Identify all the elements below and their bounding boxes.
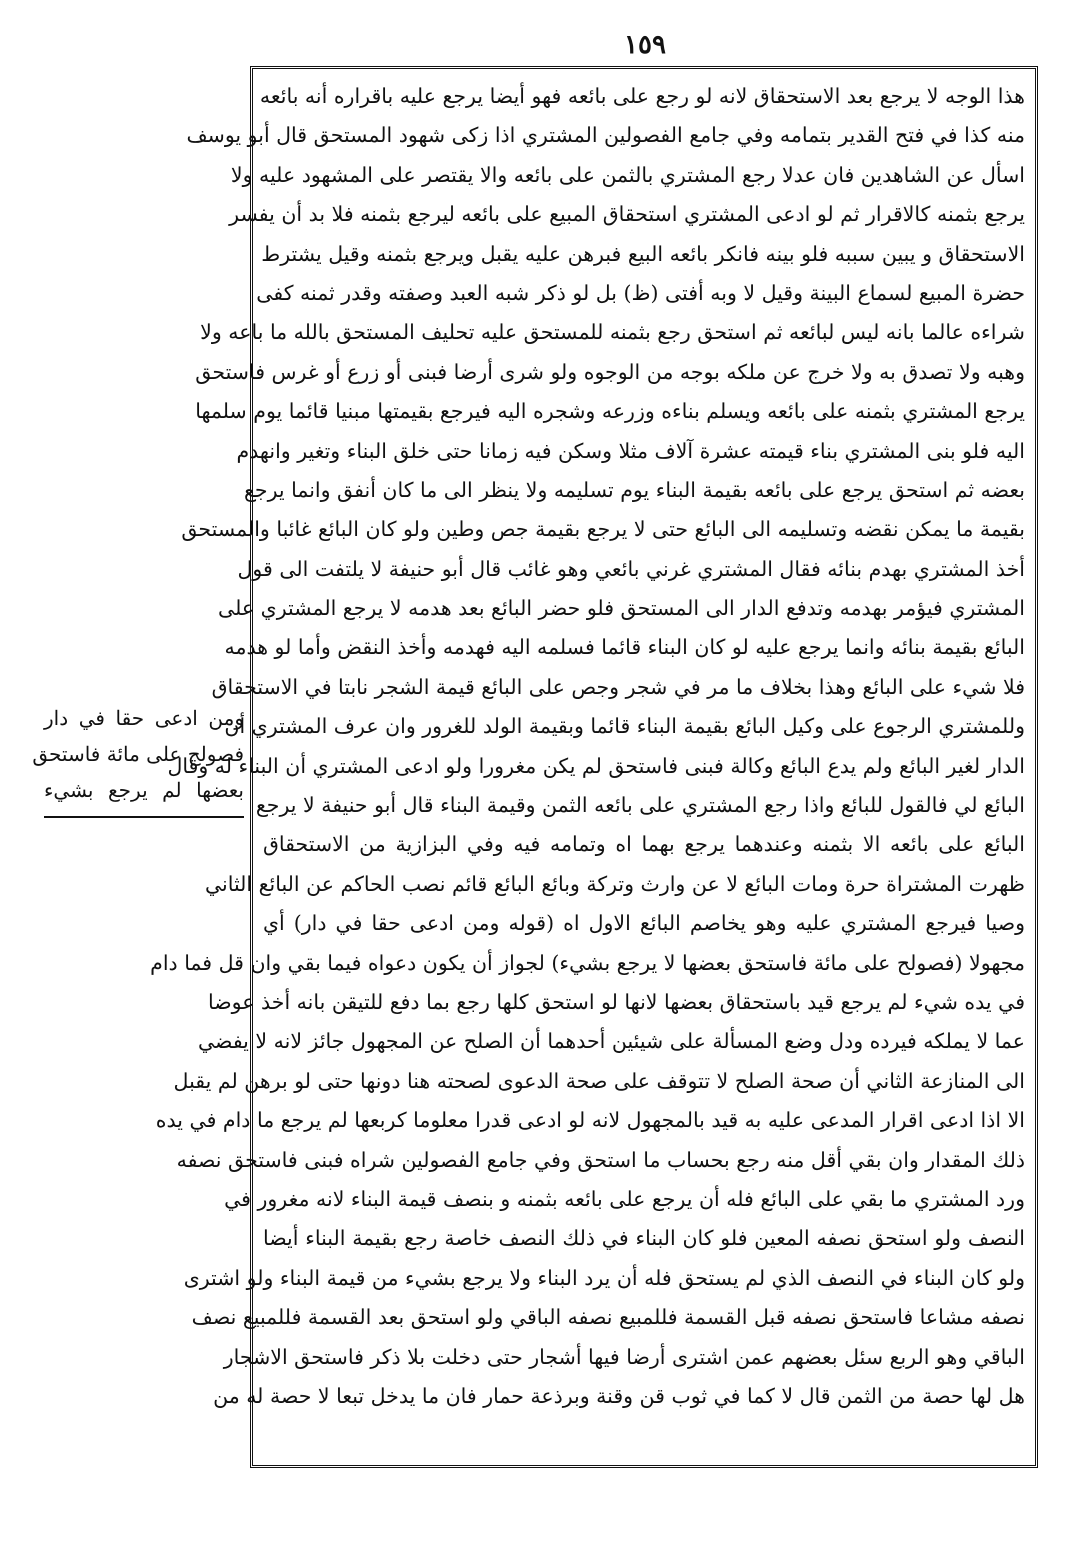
text-line: الا اذا ادعى اقرار المدعى عليه به قيد بالمجهول لانه لو ادعى قدرا معلوما كربعها لم يرجع ما دام في يده bbox=[155, 1108, 1025, 1133]
text-line: حضرة المبيع لسماع البينة وقيل لا وبه أفتى (ظ) بل لو ذكر شبه العبد وصفته وقدر ثمنه كفى bbox=[256, 280, 1025, 305]
text-line: نصفه مشاعا فاستحق نصفه قبل القسمة فللمبيع نصفه الباقي ولو استحق بعد القسمة فللمبيع نصف bbox=[191, 1305, 1025, 1330]
text-line: الاستحقاق و يبين سببه فلو بينه فانكر بائعه البيع فبرهن عليه يقبل ويرجع بثمنه وقيل يشترط bbox=[261, 241, 1025, 266]
text-line: ظهرت المشتراة حرة ومات البائع لا عن وارث وتركة وبائع البائع قائم نصب الحاكم عن البائع الثاني bbox=[204, 871, 1025, 896]
text-line: المشتري فيؤمر بهدمه وتدفع الدار الى المستحق فلو حضر البائع بعد هدمه لا يرجع المشتري على bbox=[218, 596, 1025, 621]
text-line: أخذ المشتري بهدم بنائه فقال المشتري غرني بائعي وهو غائب قال أبو حنيفة لا يلتفت الى قول bbox=[237, 556, 1025, 581]
text-line: البائع لي فالقول للبائع واذا رجع المشتري على بائعه الثمن وقيمة البناء قال أبو حنيفة لا يرجع bbox=[255, 793, 1025, 818]
text-line: في يده شيء لم يرجع قيد باستحقاق بعضها لانها لو استحق كلها رجع بما دفع للتيقن بانه أخذ عوضا bbox=[208, 989, 1025, 1014]
text-line: اسأل عن الشاهدين فان عدلا رجع المشتري بالثمن على بائعه والا يقتصر على المشهود عليه ولا bbox=[230, 162, 1025, 187]
text-line: اليه فلو بنى المشتري بناء قيمته عشرة آلاف مثلا وسكن فيه زمانا حتى خلق البناء وتغير وانهدم bbox=[236, 438, 1025, 463]
text-line: ولو كان البناء في النصف الذي لم يستحق فله أن يرد البناء ولا يرجع بشيء من قيمة البناء ولو اشترى bbox=[183, 1265, 1025, 1290]
text-line: الى المنازعة الثاني أن صحة الصلح لا تتوقف على صحة الدعوى لصحته هنا دونها حتى لو برهن لم يقبل bbox=[173, 1068, 1025, 1093]
margin-note-line: بعضها لم يرجع بشيء bbox=[44, 778, 244, 802]
text-line: هل لها حصة من الثمن قال لا كما في ثوب قن وقنة وبرذعة حمار فان ما يدخل تبعا لا حصة له من bbox=[213, 1383, 1025, 1408]
text-line: شراءه عالما بانه ليس لبائعه ثم استحق رجع بثمنه للمستحق عليه تحليف المستحق بالله ما باعه ولا bbox=[200, 320, 1025, 345]
page-number: ١٥٩ bbox=[624, 30, 666, 60]
text-line: مجهولا (فصولح على مائة فاستحق بعضها لا يرجع بشيء) لجواز أن يكون دعواه فيما بقي وان قل فما دام bbox=[150, 950, 1025, 975]
text-line: منه كذا في فتح القدير بتمامه وفي جامع الفصولين المشتري اذا زكى شهود المستحق قال أبو يوسف bbox=[186, 123, 1025, 148]
text-line: الباقي وهو الربع سئل بعضهم عمن اشترى أرضا فيها أشجار حتى دخلت بلا ذكر فاستحق الاشجار bbox=[223, 1344, 1025, 1369]
main-text-frame bbox=[150, 66, 1038, 1468]
margin-note bbox=[32, 700, 244, 818]
text-line: عما لا يملكه فيرده ودل وضع المسألة على شيئين أحدهما أن الصلح عن المجهول جائز لانه لا يفضي bbox=[197, 1029, 1025, 1054]
text-line: فلا شيء على البائع وهذا بخلاف ما مر في شجر وجص على البائع قيمة الشجر نابتا في الاستحقاق bbox=[211, 674, 1025, 699]
margin-note-line: ومن ادعى حقا في دار bbox=[44, 706, 244, 730]
text-line: البائع على بائعه الا بثمنه وعندهما يرجع بهما اه وتمامه فيه وفي البزازية من الاستحقاق bbox=[263, 832, 1025, 857]
text-line: بعضه ثم استحق يرجع على بائعه بقيمة البناء يوم تسليمه ولا ينظر الى ما كان أنفق وانما يرجع bbox=[243, 477, 1025, 502]
text-line: وللمشتري الرجوع على وكيل البائع بقيمة البناء قائما وبقيمة الولد للغرور وان عرف المشتري أن bbox=[224, 714, 1025, 739]
text-line: بقيمة ما يمكن نقضه وتسليمه الى البائع حتى لا يرجع بقيمة جص وطين ولو كان البائع غائبا والمستحق bbox=[181, 517, 1025, 542]
text-line: وهبه ولا تصدق به ولا خرج عن ملكه بوجه من الوجوه ولو شرى أرضا فبنى أو زرع أو غرس فاستحق bbox=[195, 359, 1025, 384]
text-line: الدار لغير البائع ولم يدع البائع وكالة فبنى فاستحق لم يكن مغرورا ولو ادعى المشتري أن البناء له وقال bbox=[167, 753, 1025, 778]
text-line: البائع بقيمة بنائه وانما يرجع عليه لو كان البناء قائما فسلمه اليه فهدمه وأخذ النقض وأما لو هدمه bbox=[224, 635, 1025, 660]
text-line: هذا الوجه لا يرجع بعد الاستحقاق لانه لو رجع على بائعه فهو أيضا يرجع عليه باقراره أنه بائعه bbox=[259, 84, 1025, 108]
text-line: النصف ولو استحق نصفه المعين فلو كان البناء في ذلك النصف خاصة رجع بقيمة البناء أيضا bbox=[263, 1226, 1025, 1251]
text-line: ورد المشتري ما بقي على البائع فله أن يرجع على بائعه بثمنه و بنصف قيمة البناء لانه مغرور في bbox=[224, 1186, 1025, 1211]
margin-note-line: فصولح على مائة فاستحق bbox=[32, 742, 244, 766]
text-line: ذلك المقدار وان بقي أقل منه رجع بحساب ما استحق وفي جامع الفصولين شراه فبنى فاستحق نصفه bbox=[176, 1147, 1025, 1172]
text-line: وصيا فيرجع المشتري عليه وهو يخاصم البائع الاول اه (قوله ومن ادعى حقا في دار) أي bbox=[263, 911, 1025, 936]
text-line: يرجع بثمنه كالاقرار ثم لو ادعى المشتري استحقاق المبيع على بائعه ليرجع بثمنه فلا بد أن يفسر bbox=[229, 202, 1025, 227]
text-line: يرجع المشتري بثمنه على بائعه ويسلم بناءه وزرعه وشجره اليه فيرجع بقيمتها مبنيا قائما يوم سلمها bbox=[195, 399, 1025, 424]
